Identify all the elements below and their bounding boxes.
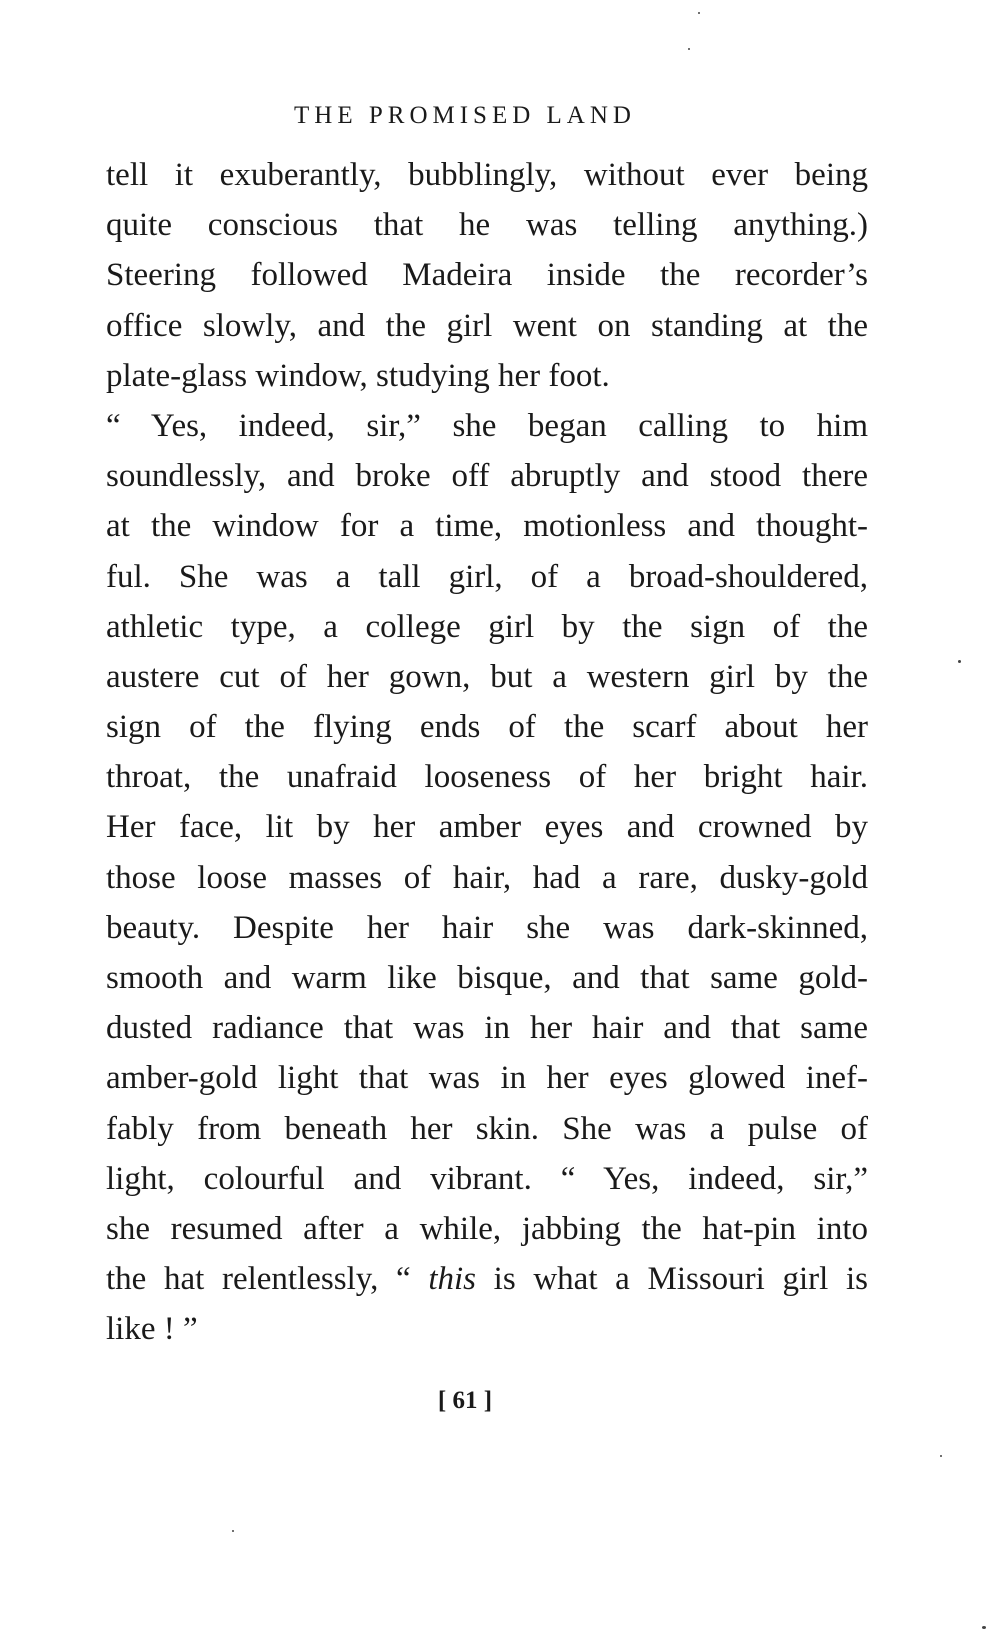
text-line: amber-gold light that was in her eyes glowed inef- — [106, 1060, 868, 1097]
text-line: the hat relentlessly, “ this is what a Missouri girl is — [106, 1261, 868, 1298]
text-line: tell it exuberantly, bubblingly, without ever being — [106, 157, 868, 193]
page-number: [ 61 ] — [437, 1387, 493, 1414]
text-line: austere cut of her gown, but a western girl by the — [106, 658, 868, 695]
text-line: light, colourful and vibrant. “ Yes, indeed, sir,” — [106, 1160, 868, 1197]
text-line: like ! ” — [106, 1311, 198, 1348]
text-line: fably from beneath her skin. She was a pulse of — [106, 1110, 868, 1147]
text-line: plate-glass window, studying her foot. — [106, 357, 610, 394]
running-head: THE PROMISED LAND — [294, 102, 636, 129]
text-line: throat, the unafraid looseness of her bright hair. — [106, 759, 868, 796]
print-speck — [698, 12, 700, 14]
body-text — [106, 150, 868, 1355]
text-line: Her face, lit by her amber eyes and crowned by — [106, 809, 868, 846]
print-speck — [232, 1530, 234, 1532]
text-line: she resumed after a while, jabbing the hat-pin into — [106, 1210, 868, 1247]
text-line: office slowly, and the girl went on standing at the — [106, 307, 868, 344]
text-line: Steering followed Madeira inside the recorder’s — [106, 257, 868, 294]
text-line: athletic type, a college girl by the sign of the — [106, 608, 868, 645]
text-line: beauty. Despite her hair she was dark-skinned, — [106, 909, 868, 946]
print-speck — [982, 1626, 986, 1629]
text-line: dusted radiance that was in her hair and that same — [106, 1010, 868, 1047]
text-line: smooth and warm like bisque, and that same gold- — [106, 960, 868, 996]
print-speck — [688, 48, 690, 50]
text-line: sign of the flying ends of the scarf about her — [106, 709, 868, 746]
print-speck — [940, 1455, 942, 1457]
text-line: “ Yes, indeed, sir,” she began calling to him — [106, 407, 868, 444]
emphasis: this — [428, 1261, 477, 1298]
text-line: at the window for a time, motionless and thought- — [106, 508, 868, 545]
text-line: those loose masses of hair, had a rare, dusky-gold — [106, 859, 868, 896]
text-line: quite conscious that he was telling anything.) — [106, 207, 868, 244]
text-line: ful. She was a tall girl, of a broad-shouldered, — [106, 558, 868, 595]
print-speck — [958, 660, 961, 663]
text-line: soundlessly, and broke off abruptly and stood there — [106, 458, 868, 495]
